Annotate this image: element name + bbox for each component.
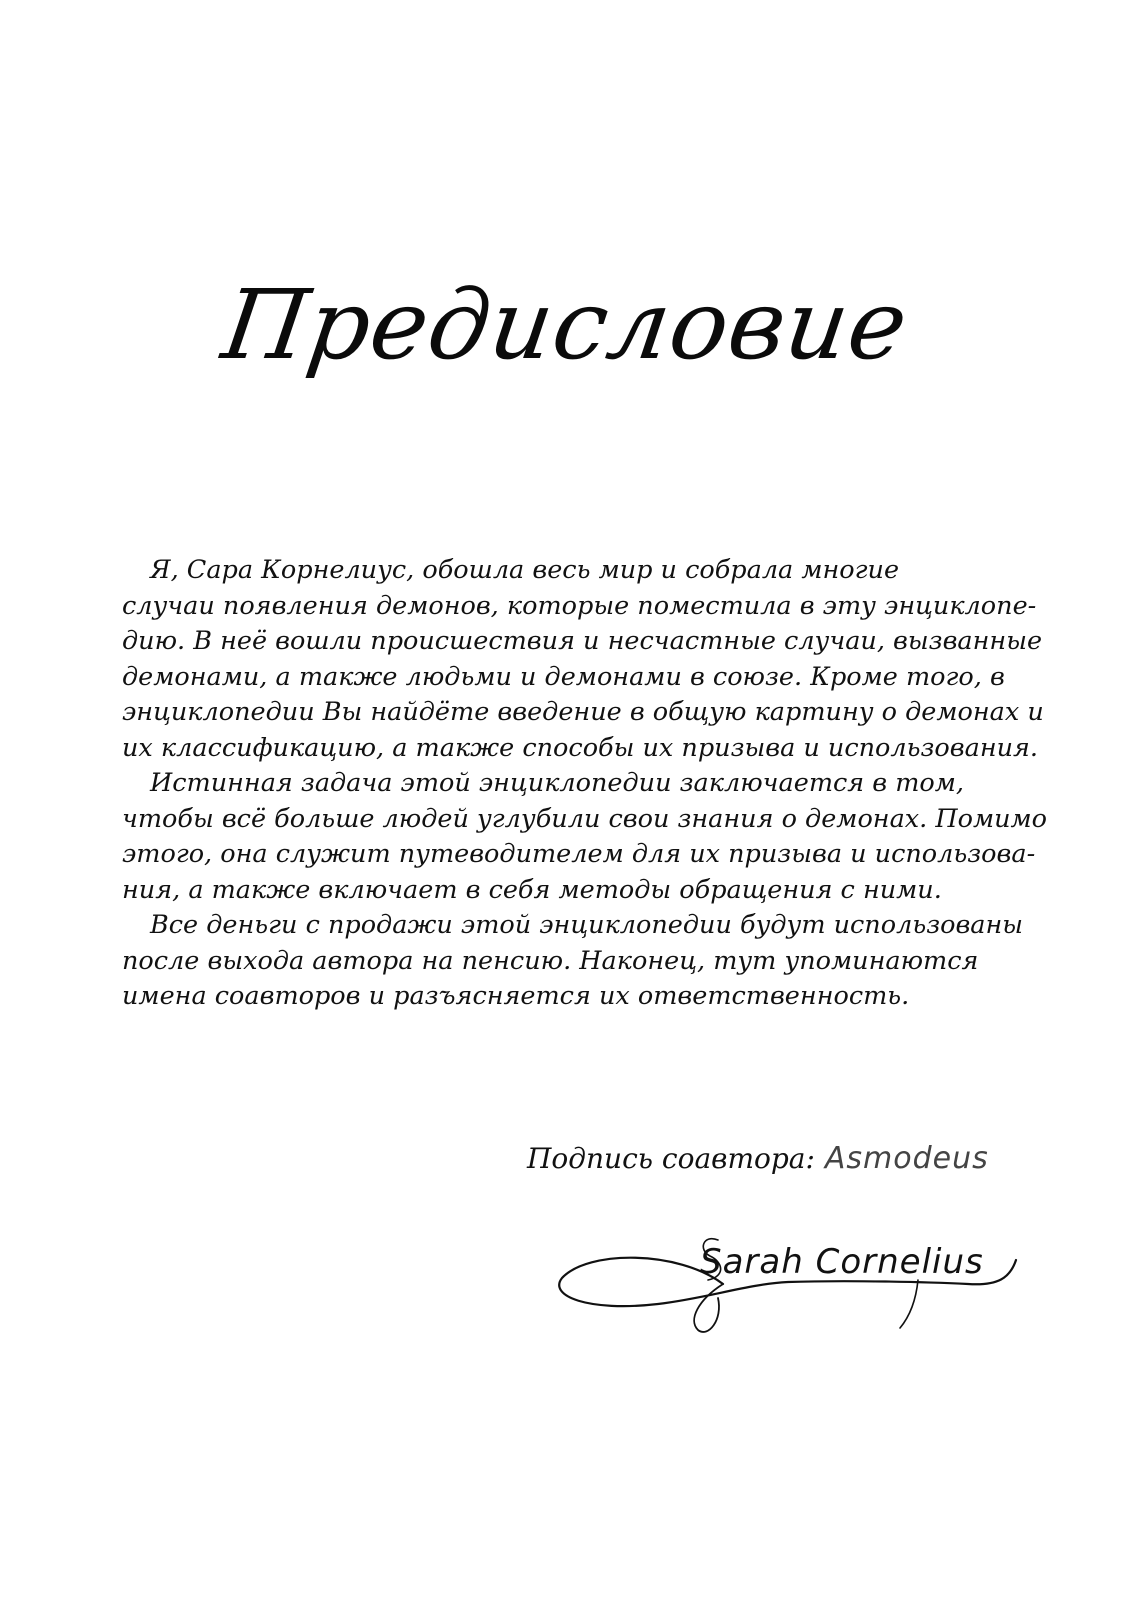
page-title: Предисловие bbox=[216, 269, 915, 381]
preface-text bbox=[122, 553, 1048, 1015]
text-line: Все деньги с продажи этой энциклопедии будут использованы bbox=[150, 910, 1024, 940]
text-line: чтобы всё больше людей углубили свои знания о демонах. Помимо bbox=[122, 803, 1048, 834]
coauthor-label: Подпись соавтора: bbox=[527, 1142, 815, 1175]
text-line: энциклопедии Вы найдёте введение в общую картину о демонах и bbox=[122, 697, 1044, 727]
text-line: их классификацию, а также способы их призыва и использования. bbox=[122, 732, 1039, 763]
coauthor-signature-line bbox=[527, 1135, 1007, 1183]
text-line: случаи появления демонов, которые поместила в эту энциклопе- bbox=[122, 590, 1037, 621]
text-line: имена соавторов и разъясняется их ответственность. bbox=[122, 981, 910, 1011]
coauthor-signature: Asmodeus bbox=[824, 1141, 989, 1176]
text-line: демонами, а также людьми и демонами в союзе. Кроме того, в bbox=[122, 661, 1005, 692]
text-line: дию. В неё вошли происшествия и несчастные случаи, вызванные bbox=[122, 626, 1043, 656]
author-signature bbox=[548, 1220, 1028, 1340]
text-line: Я, Сара Корнелиус, обошла весь мир и собрала многие bbox=[150, 555, 900, 585]
author-signature-text: Sarah Cornelius bbox=[700, 1242, 984, 1282]
text-line: этого, она служит путеводителем для их призыва и использова- bbox=[122, 839, 1036, 869]
text-line: ния, а также включает в себя методы обращения с ними. bbox=[122, 874, 942, 905]
text-line: после выхода автора на пенсию. Наконец, тут упоминаются bbox=[122, 945, 979, 976]
text-line: Истинная задача этой энциклопедии заключается в том, bbox=[150, 768, 964, 798]
